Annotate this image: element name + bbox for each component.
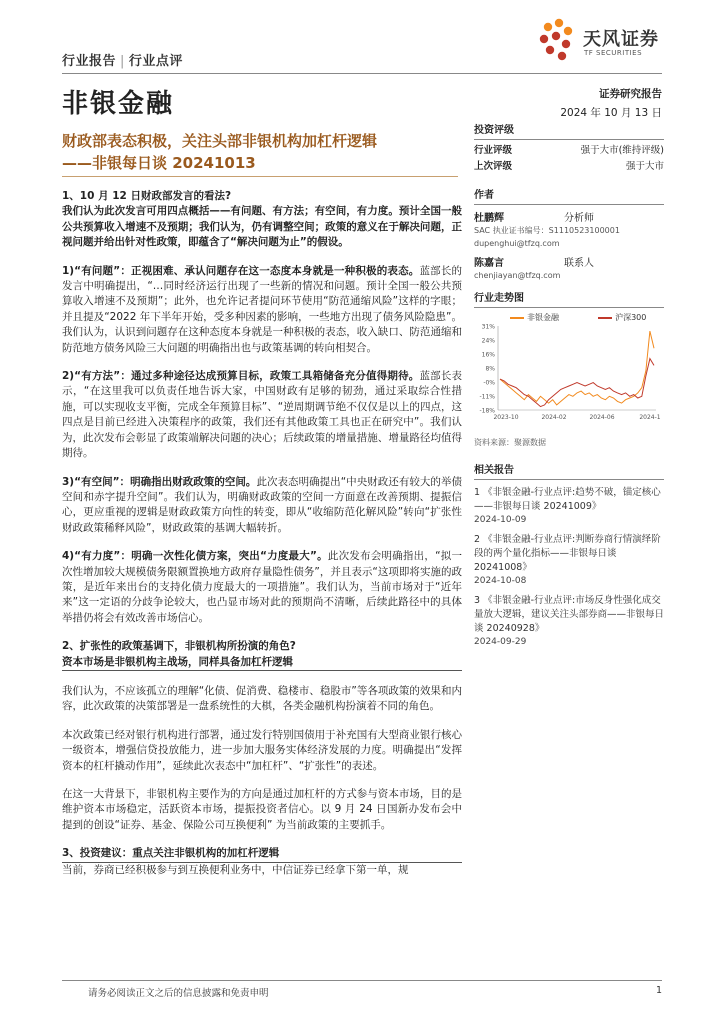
x-tick-label: 2023-10 [493, 414, 519, 421]
report-category [62, 50, 183, 69]
section-2-heading: 2、扩张性的政策基调下，非银机构所扮演的角色? [62, 640, 296, 653]
authors-panel [474, 186, 664, 282]
point-1-text: 蓝部长的发言中明确提出，“…同时经济运行出现了一些新的情况和问题。预计全国一般公共预算收入增速不及预期”；此外，也允许记者提问环节使用“防范通缩风险”这样的字眼；并且提及“2022 年下半年开始，受多种因素的影响，一些地方出现了债务风险隐患”。我们认为，认识到问题存在这种态度本身就是一种积极的表态，收入缺口、防范通缩和防范地方债务风险三大问题的明确指出也与政策基调的转向相契合。 [62, 264, 463, 354]
trend-title: 行业走势图 [474, 289, 664, 308]
previous-rating-label: 上次评级 [474, 161, 513, 172]
related-report-1-title[interactable]: 1 《非银金融-行业点评:趋势不破，锚定核心——非银每日谈 20241009》 [474, 487, 661, 512]
page-number: 1 [655, 985, 662, 996]
rating-panel [474, 121, 664, 175]
previous-rating-value: 强于大市 [625, 161, 664, 172]
series-line-csi300 [500, 359, 654, 407]
industry-rating-row [474, 143, 664, 159]
author-2-name: 陈嘉言 [474, 258, 504, 269]
headline-line-1: 财政部表态积极，关注头部非银机构加杠杆逻辑 [62, 132, 378, 150]
point-4-lead: 4)“有力度”：明确一次性化债方案，突出“力度最大”。 [62, 550, 328, 563]
chart-source: 资料来源：聚源数据 [474, 438, 546, 447]
category-primary: 行业报告 [62, 54, 117, 69]
y-tick-label: -18% [479, 407, 495, 415]
paragraph-9: 当前，券商已经积极参与到互换便利业务中，中信证券已经拿下第一单，规 [62, 863, 409, 876]
section-3-heading: 3、投资建议：重点关注非银机构的加杠杆逻辑 [62, 846, 462, 862]
point-2-paragraph [62, 369, 462, 461]
point-2-text: 蓝部长表示，“在这里我可以负责任地告诉大家，中国财政有足够的韧劲，通过采取综合性措施，可以实现收支平衡，完成全年预算目标”、“逆周期调节绝不仅仅是以上的四点，这四点是目前已经进入决策程序的政策，我们还有其他政策工具也正在研究中”。我们认为，此次发布会彰显了政策端解决问题的决心；后续政策的增量措施、增量路径均值得期待。 [62, 370, 463, 460]
point-4-paragraph [62, 549, 462, 626]
section-2-subheading: 资本市场是非银机构主战场，同样具备加杠杆逻辑 [62, 655, 462, 671]
headline-line-2: ——非银每日谈 20241013 [62, 154, 256, 172]
logo-english: TF SECURITIES [584, 49, 643, 57]
report-date: 2024 年 10 月 13 日 [560, 107, 662, 119]
category-secondary: 行业点评 [128, 54, 183, 69]
related-report-2-date: 2024-10-08 [474, 576, 527, 586]
related-report-1[interactable] [474, 486, 664, 527]
point-3-text: 此次表态明确提出“中央财政还有较大的举债空间和赤字提升空间”。我们认为，明确财政政策的空间一方面意在改善预期、提振信心，更应重视的逻辑是财政政策方向性的转变，即从“收缩防范化解风险”转向“扩张性财政政策稀释风险”，财政政策的基调大幅转折。 [62, 475, 462, 534]
point-4-text: 此次发布会明确指出，“拟一次性增加较大规模债务限额置换地方政府存量隐性债务”，并且表示“这项即将实施的政策，是近年来出台的支持化债力度最大的一项措施”。我们认为，当前市场对于“近年来”这一定语的分歧争论较大，也凸显市场对此的预期尚不清晰，后续此路径中的具体举措仍将会有效改善市场信心。 [62, 550, 462, 624]
related-report-3[interactable] [474, 594, 664, 649]
related-report-2[interactable] [474, 533, 664, 588]
authors-title: 作者 [474, 186, 664, 205]
x-tick-label: 2024-02 [541, 414, 567, 421]
related-report-2-title[interactable]: 2 《非银金融-行业点评:判断券商行情演绎阶段的两个量化指标——非银每日谈 20241008》 [474, 534, 661, 573]
industry-rating-label: 行业评级 [474, 145, 513, 156]
report-body [62, 189, 462, 878]
related-report-3-title[interactable]: 3 《非银金融-行业点评:市场反身性强化成交量放大逻辑，建议关注头部券商——非银每日谈 20240928》 [474, 595, 665, 634]
author-1-sac: SAC 执业证书编号：S1110523100001 [474, 226, 620, 235]
report-label: 证券研究报告 [599, 88, 662, 100]
author-2-row [474, 254, 594, 269]
logo-mark-icon [540, 19, 572, 60]
y-tick-label: -0% [483, 379, 495, 387]
point-2-lead: 2)“有方法”：通过多种途径达成预算目标，政策工具箱储备充分值得期待。 [62, 370, 420, 383]
y-tick-label: 24% [481, 337, 495, 345]
y-tick-label: 31% [481, 323, 495, 331]
legend-label-nonbank: 非银金融 [527, 313, 559, 322]
logo-wordmark: 天风证券 [583, 29, 659, 50]
author-1-row [474, 209, 594, 224]
author-1-name: 杜鹏辉 [474, 213, 504, 224]
author-1-email[interactable]: dupenghui@tfzq.com [474, 239, 560, 248]
report-headline [62, 130, 462, 174]
x-tick-label: 2024-06 [589, 414, 615, 421]
header-divider [62, 73, 662, 74]
paragraph-7: 本次政策已经对银行机构进行部署，通过发行特别国债用于补充国有大型商业银行核心一级资本，增强信贷投放能力，进一步加大服务实体经济发展的力度。明确提出“发挥资本的杠杆撬动作用”，延续此次表态中“加杠杆”、“扩张性”的表述。 [62, 728, 462, 772]
section-1-heading: 1、10 月 12 日财政部发言的看法? [62, 190, 232, 202]
point-1-paragraph [62, 264, 462, 356]
y-tick-label: 8% [485, 365, 495, 373]
paragraph-6: 我们认为，不应该孤立的理解“化债、促消费、稳楼市、稳股市”等各项政策的效果和内容，此次政策的决策部署是一盘系统性的大棋，各类金融机构扮演着不同的角色。 [62, 684, 462, 713]
x-tick-label: 2024-1 [639, 414, 661, 421]
point-3-paragraph [62, 475, 462, 537]
related-title: 相关报告 [474, 461, 664, 480]
legend-label-csi300: 沪深300 [615, 313, 647, 322]
category-separator: | [120, 54, 125, 69]
footer-disclaimer: 请务必阅读正文之后的信息披露和免责申明 [88, 988, 269, 999]
footer-divider [62, 980, 662, 981]
author-1-role: 分析师 [564, 213, 594, 224]
rating-title: 投资评级 [474, 121, 664, 140]
headline-divider [62, 176, 458, 177]
y-tick-label: 16% [481, 351, 495, 359]
previous-rating-row [474, 159, 664, 175]
legend-swatch-nonbank [510, 317, 524, 319]
sector-title: 非银金融 [62, 89, 175, 119]
author-2-email[interactable]: chenjiayan@tfzq.com [474, 271, 561, 280]
related-report-3-date: 2024-09-29 [474, 637, 527, 647]
related-report-1-date: 2024-10-09 [474, 515, 527, 525]
trend-line-chart [474, 322, 664, 430]
point-3-lead: 3)“有空间”：明确指出财政政策的空间。 [62, 475, 257, 488]
industry-rating-value: 强于大市(维持评级) [580, 145, 664, 156]
point-1-lead: 1)“有问题”：正视困难、承认问题存在这一态度本身就是一种积极的表态。 [62, 264, 420, 277]
summary-paragraph: 我们认为此次发言可用四点概括——有问题、有方法；有空间，有力度。预计全国一般公共预算收入增速不及预期；我们认为，仍有调整空间；政策的意义在于解决问题，正视问题并给出针对性政策，即蕴含了“解决问题为止”的假设。 [62, 205, 462, 249]
author-2-role: 联系人 [564, 258, 594, 269]
paragraph-8: 在这一大背景下，非银机构主要作为的方向是通过加杠杆的方式参与资本市场，目的是维护资本市场稳定，活跃资本市场，提振投资者信心。以 9 月 24 日国新办发布会中提到的创设“证券、基金、保险公司互换便利” 为当前政策的主要抓手。 [62, 788, 462, 831]
y-tick-label: -11% [479, 393, 495, 401]
related-reports-panel [474, 461, 664, 649]
legend-swatch-csi300 [598, 317, 612, 319]
trend-panel [474, 289, 664, 308]
